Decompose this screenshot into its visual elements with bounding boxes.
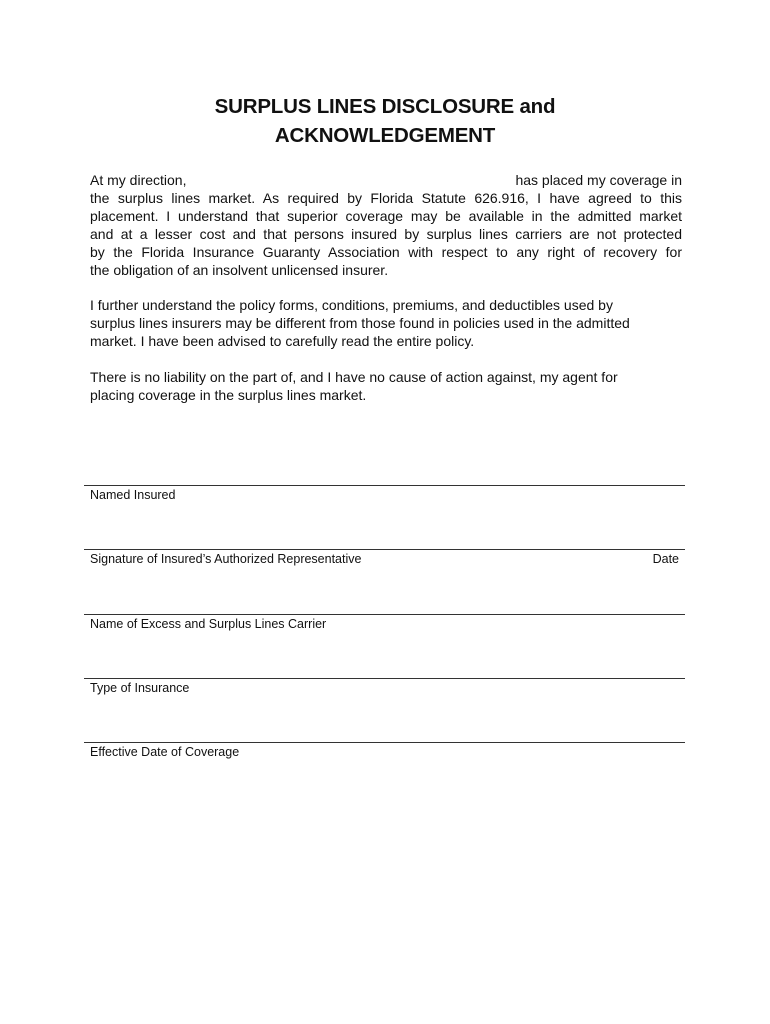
paragraph-1-line: the obligation of an insolvent unlicensed insurer. xyxy=(90,262,389,278)
paragraph-1-first-line xyxy=(90,171,682,189)
signature-field[interactable] xyxy=(84,549,685,566)
date-label: Date xyxy=(652,552,679,566)
title-line-2: ACKNOWLEDGEMENT xyxy=(274,124,496,147)
signature-label: Signature of Insured’s Authorized Representative xyxy=(90,552,362,566)
disclosure-paragraph-3 xyxy=(90,368,682,404)
paragraph-2-line: surplus lines insurers may be different from those found in policies used in the admitted xyxy=(90,315,630,331)
carrier-name-field[interactable] xyxy=(84,614,685,631)
insurance-type-label: Type of Insurance xyxy=(90,681,190,695)
named-insured-label: Named Insured xyxy=(90,488,176,502)
document-title xyxy=(0,92,770,150)
paragraph-1-line: placement. I understand that superior coverage may be available in the admitted market xyxy=(90,208,682,224)
effective-date-label: Effective Date of Coverage xyxy=(90,745,240,759)
paragraph-2-line: market. I have been advised to carefully read the entire policy. xyxy=(90,333,475,349)
disclosure-paragraph-2 xyxy=(90,296,682,350)
paragraph-1-line: by the Florida Insurance Guaranty Association with respect to any right of recovery for xyxy=(90,244,682,260)
carrier-name-label: Name of Excess and Surplus Lines Carrier xyxy=(90,617,327,631)
paragraph-3-line: placing coverage in the surplus lines market. xyxy=(90,387,367,403)
paragraph-1-trail-text: has placed my coverage in xyxy=(515,172,682,188)
paragraph-1-line: and at a lesser cost and that persons insured by surplus lines carriers are not protected xyxy=(90,226,682,242)
disclosure-paragraph-1 xyxy=(90,171,682,279)
paragraph-1-lead-text: At my direction, xyxy=(90,172,187,188)
title-line-1: SURPLUS LINES DISCLOSURE and xyxy=(214,95,556,118)
named-insured-field[interactable] xyxy=(84,485,685,502)
insurance-type-field[interactable] xyxy=(84,678,685,695)
paragraph-3-line: There is no liability on the part of, and I have no cause of action against, my agent for xyxy=(90,369,618,385)
effective-date-field[interactable] xyxy=(84,742,685,759)
paragraph-1-line: the surplus lines market. As required by Florida Statute 626.916, I have agreed to this xyxy=(90,190,682,206)
paragraph-2-line: I further understand the policy forms, conditions, premiums, and deductibles used by xyxy=(90,297,613,313)
